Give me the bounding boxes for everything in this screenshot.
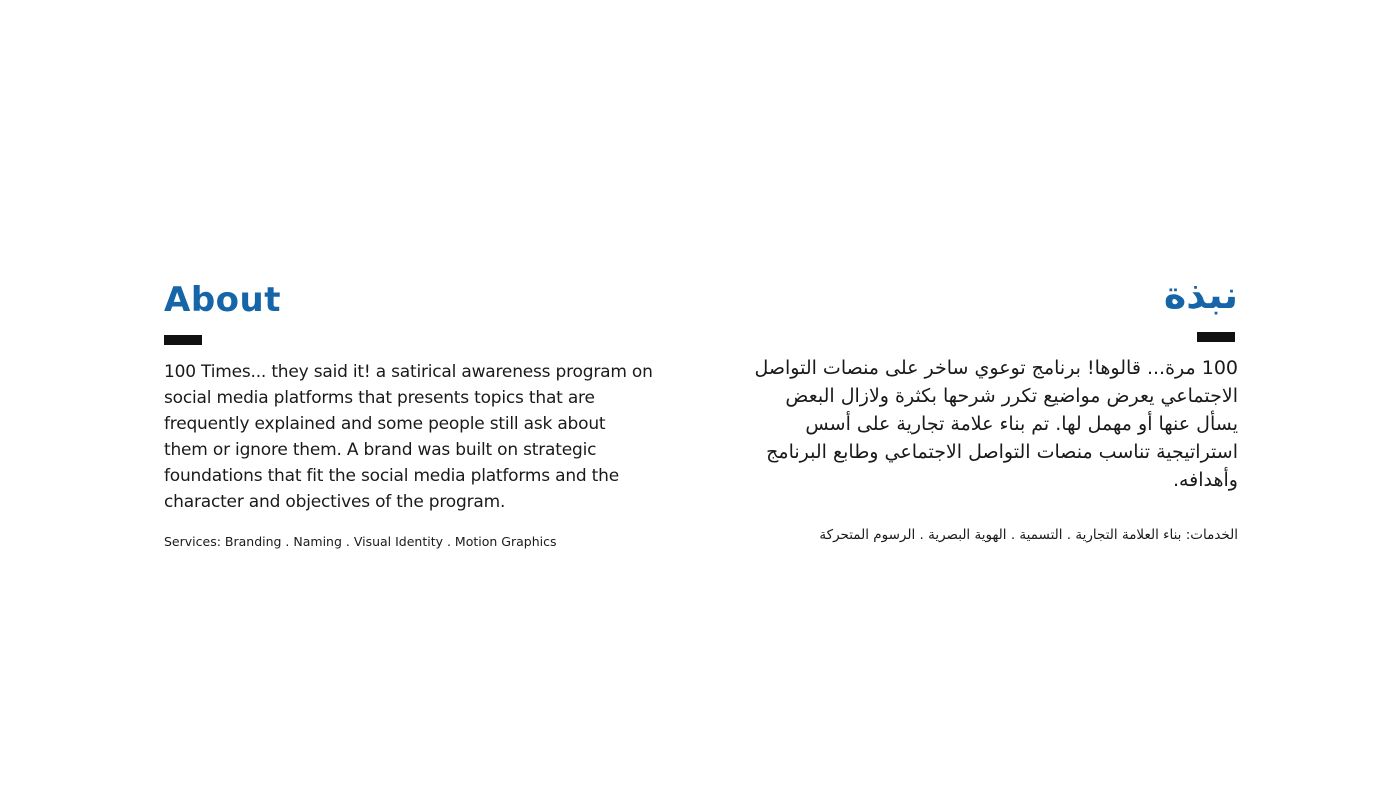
about-heading-arabic: نبذة bbox=[1163, 273, 1238, 317]
heading-accent-bar bbox=[164, 335, 202, 345]
about-section-english bbox=[164, 278, 654, 551]
about-section-arabic bbox=[738, 272, 1238, 544]
services-list-arabic: الخدمات: بناء العلامة التجارية . التسمية . الهوية البصرية . الرسوم المتحركة bbox=[819, 527, 1238, 543]
services-list: Services: Branding . Naming . Visual Identity . Motion Graphics bbox=[164, 534, 557, 549]
heading-accent-bar-arabic bbox=[1197, 332, 1235, 342]
about-body-text: 100 Times... they said it! a satirical awareness program on social media platforms that presents topics that are frequently explained and some people still ask about them or ignore them. A brand was built on strategic foundations that fit the social media platforms and the character and objectives of the program. bbox=[164, 362, 653, 512]
about-body-text-arabic: 100 مرة... قالوها! برنامج توعوي ساخر على منصات التواصل الاجتماعي يعرض مواضيع تكرر شرحها بكثرة ولازال البعض يسأل عنها أو مهمل لها. تم بناء علامة تجارية على أسس استراتيجية تناسب منصات التواصل الاجتماعي وطابع البرنامج وأهدافه. bbox=[754, 357, 1238, 491]
about-heading: About bbox=[164, 280, 281, 320]
